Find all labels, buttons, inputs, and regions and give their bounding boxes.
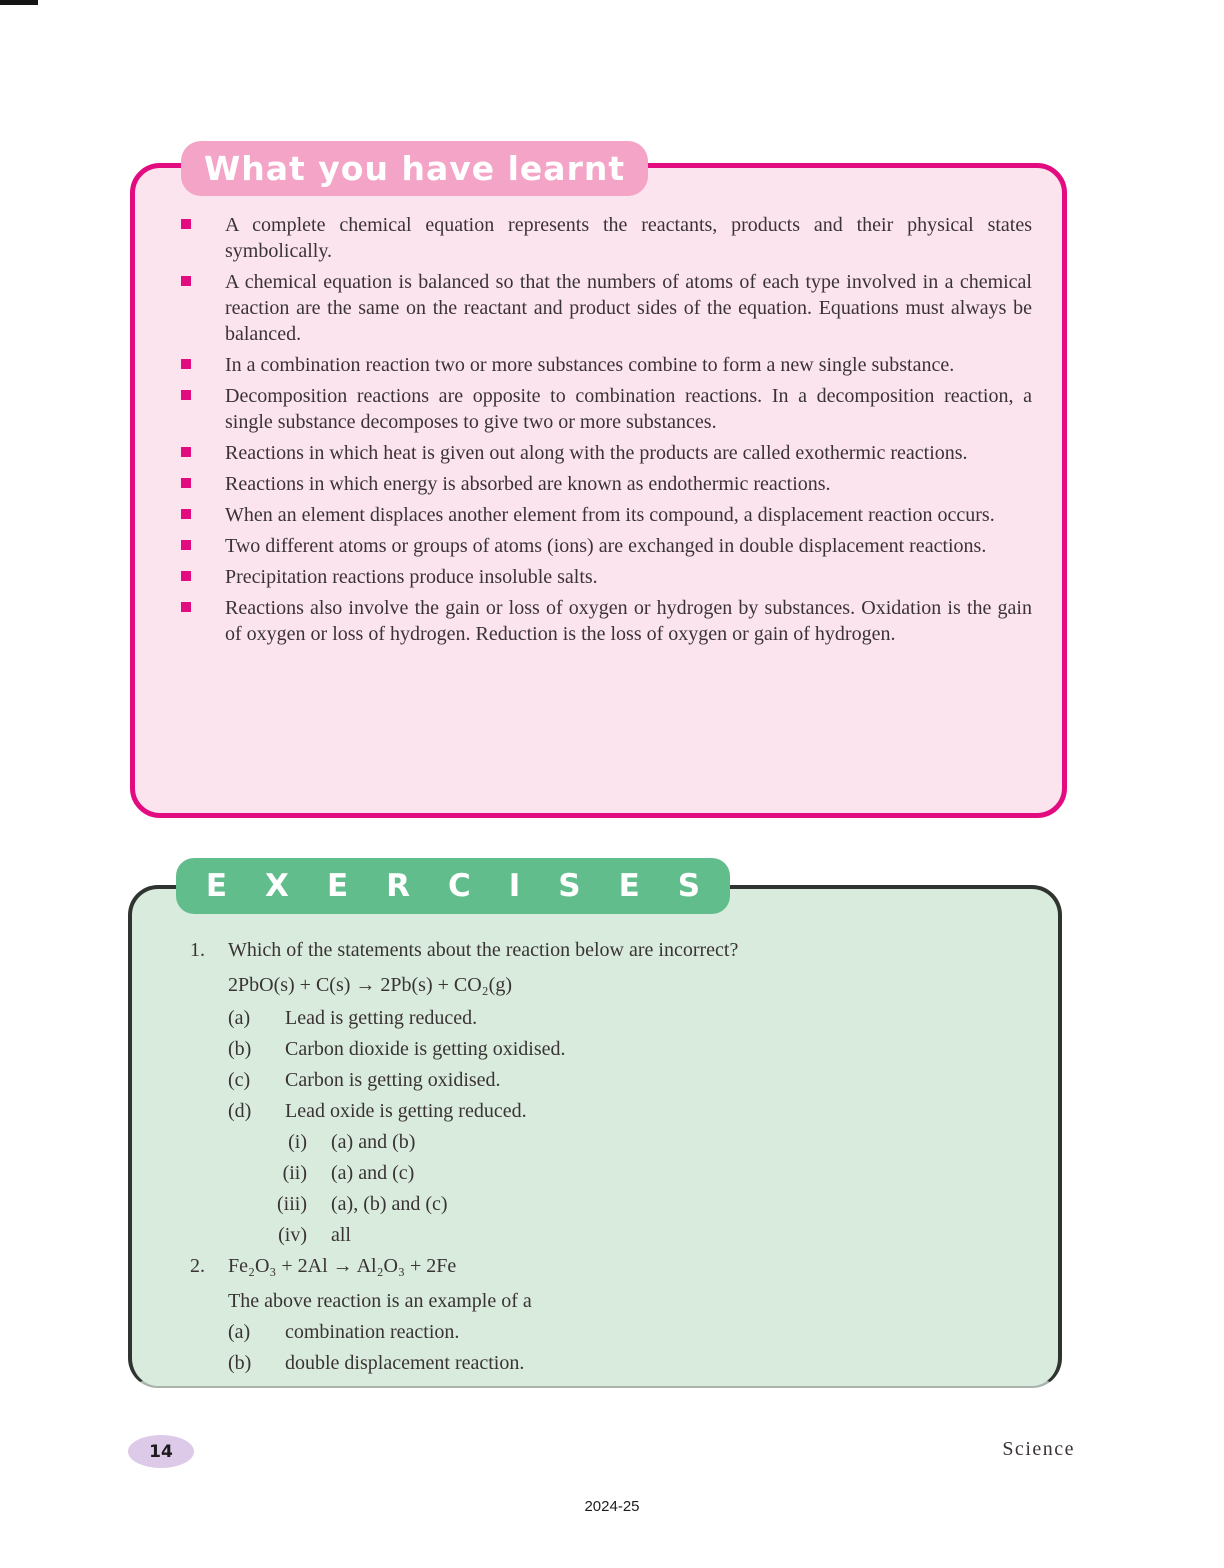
summary-bullet-text: Reactions also involve the gain or loss of oxygen or hydrogen by substances. Oxidation is the gain of oxygen or loss of hydrogen. Reduction is the loss of oxygen or gain of hydrogen. (225, 597, 1032, 645)
summary-bullet-text: Precipitation reactions produce insoluble salts. (225, 566, 598, 588)
summary-bullet-text: Reactions in which energy is absorbed are known as endothermic reactions. (225, 473, 831, 495)
summary-bullet-text: A complete chemical equation represents the reactants, products and their physical states symbolically. (225, 214, 1032, 262)
summary-bullet-text: Two different atoms or groups of atoms (ions) are exchanged in double displacement reactions. (225, 535, 987, 557)
bullet-square-icon (181, 390, 191, 400)
answer-choice-label: (i) (288, 1131, 307, 1153)
option-label: (b) (228, 1352, 252, 1374)
answer-choice-row (243, 1189, 1058, 1220)
summary-bullet (135, 595, 1032, 647)
question-number: 1. (190, 939, 205, 961)
edition-year: 2024-25 (584, 1498, 640, 1515)
option-text: double displacement reaction. (285, 1352, 525, 1374)
bullet-square-icon (181, 540, 191, 550)
option-row (228, 1003, 1058, 1034)
answer-choice-label: (iv) (278, 1224, 307, 1246)
bullet-square-icon (181, 219, 191, 229)
bullet-square-icon (181, 276, 191, 286)
summary-bullet (135, 564, 1032, 590)
answer-choice-text: (a) and (b) (331, 1131, 416, 1153)
exercises-box (128, 885, 1062, 1388)
option-text: Carbon dioxide is getting oxidised. (285, 1038, 566, 1060)
question-2 (190, 1251, 1058, 1282)
answer-choice-row (243, 1127, 1058, 1158)
bullet-square-icon (181, 602, 191, 612)
question-2-equation: Fe₂O₃ + 2Al → Al₂O₃ + 2Fe (228, 1255, 457, 1277)
summary-bullet (135, 269, 1032, 347)
answer-choice-row (243, 1158, 1058, 1189)
option-label: (b) (228, 1038, 252, 1060)
what-you-have-learnt-title (181, 141, 648, 196)
summary-bullet (135, 212, 1032, 264)
option-label: (a) (228, 1007, 251, 1029)
summary-bullet-text: Decomposition reactions are opposite to combination reactions. In a decomposition reaction, a single substance decomposes to give two or more substances. (225, 385, 1032, 433)
question-text: Which of the statements about the reaction below are incorrect? (228, 939, 739, 961)
question-1-equation: 2PbO(s) + C(s) → 2Pb(s) + CO₂(g) (228, 974, 512, 996)
summary-bullet (135, 502, 1032, 528)
option-row (228, 1096, 1058, 1127)
bullet-square-icon (181, 447, 191, 457)
option-label: (d) (228, 1100, 252, 1122)
summary-bullet-text: When an element displaces another element from its compound, a displacement reaction occurs. (225, 504, 995, 526)
bullet-square-icon (181, 478, 191, 488)
exercises-title (176, 858, 739, 914)
question-1 (190, 935, 1058, 966)
bullet-square-icon (181, 509, 191, 519)
answer-choice-label: (ii) (282, 1162, 307, 1184)
option-text: Lead is getting reduced. (285, 1007, 478, 1029)
option-label: (a) (228, 1321, 251, 1343)
summary-bullet-text: In a combination reaction two or more substances combine to form a new single substance. (225, 354, 955, 376)
summary-bullet-text: Reactions in which heat is given out along with the products are called exothermic reactions. (225, 442, 968, 464)
summary-bullet (135, 533, 1032, 559)
summary-bullet (135, 440, 1032, 466)
summary-bullet (135, 352, 1032, 378)
summary-bullet (135, 383, 1032, 435)
bullet-square-icon (181, 359, 191, 369)
answer-choice-row (243, 1220, 1058, 1251)
bullet-square-icon (181, 571, 191, 581)
option-text: Lead oxide is getting reduced. (285, 1100, 527, 1122)
option-row (228, 1065, 1058, 1096)
answer-choice-text: (a), (b) and (c) (331, 1193, 448, 1215)
book-title-footer: Science (1002, 1438, 1075, 1460)
what-you-have-learnt-box (130, 163, 1067, 818)
question-number: 2. (190, 1255, 205, 1277)
option-text: combination reaction. (285, 1321, 460, 1343)
option-row (228, 1317, 1058, 1348)
what-you-have-learnt-title-label: What you have learnt (203, 149, 626, 188)
page-number: 14 (149, 1441, 173, 1462)
answer-choice-text: (a) and (c) (331, 1162, 415, 1184)
exercises-title-label: EXERCISES (205, 868, 739, 904)
summary-bullet-text: A chemical equation is balanced so that the numbers of atoms of each type involved in a chemical reaction are the same on the reactant and product sides of the equation. Equations must always be balanced. (225, 271, 1032, 345)
option-label: (c) (228, 1069, 251, 1091)
page-number-badge (128, 1435, 194, 1468)
answer-choice-label: (iii) (277, 1193, 307, 1215)
option-text: Carbon is getting oxidised. (285, 1069, 501, 1091)
question-2-text: The above reaction is an example of a (228, 1290, 532, 1312)
answer-choice-text: all (331, 1224, 351, 1246)
summary-bullet-list (135, 168, 1062, 647)
option-row (228, 1034, 1058, 1065)
summary-bullet (135, 471, 1032, 497)
print-registration-mark (0, 0, 38, 5)
option-row (228, 1348, 1058, 1379)
